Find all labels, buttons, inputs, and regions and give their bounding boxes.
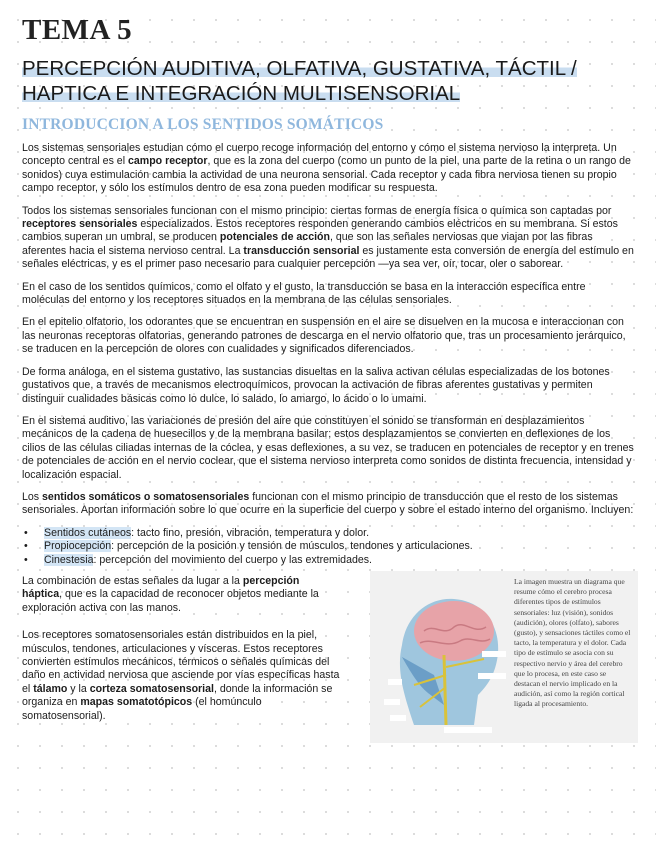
- list-term: Sentidos cutáneos: [44, 526, 132, 539]
- chapter-number: TEMA 5: [22, 14, 133, 46]
- list-term: Propiocepción: [44, 540, 112, 553]
- paragraph-olfaction: En el epitelio olfatorio, los odorantes que se encuentran en suspensión en el aire se disuelven en la mucosa e interaccionan con las neuronas receptoras olfatorias, generando patrones de descarga en el nervio olfatorio que, tras un procesamiento jerárquico, se traducen en la percepción de olores con cualidades y significados diferenciados.: [22, 316, 626, 356]
- paragraph-audition: En el sistema auditivo, las variaciones de presión del aire que constituyen el sonido se transforman en desplazamientos mecánicos de la cadena de huesecillos y de la membrana basilar; estos desplazamientos se convierten en deflexiones de los cilios de las células ciliadas internas de la cóclea, y esas deflexiones, a su vez, se traducen en potenciales de receptor y en trenes de potenciales de acción en el nervio coclear, que el sistema nervioso interpreta como sonidos de distinta frecuencia, intensidad y localización espacial.: [22, 414, 634, 481]
- head-brain-illustration: [374, 575, 510, 739]
- term-campo-receptor: campo receptor: [128, 155, 208, 168]
- list-item: • Cinestesia: percepción del movimiento del cuerpo y las extremidades.: [44, 554, 636, 567]
- lower-section: [22, 575, 636, 755]
- term-potenciales: potenciales de acción: [219, 231, 330, 244]
- list-item: • Sentidos cutáneos: tacto fino, presión, vibración, temperatura y dolor.: [44, 527, 636, 540]
- paragraph-haptic: La combinación de estas señales da lugar a la percepción háptica, que es la capacidad de reconocer objetos mediante la exploración activa con las manos.: [22, 574, 319, 614]
- term-receptores: receptores sensoriales: [22, 218, 138, 231]
- chapter-title-line-1: PERCEPCIÓN AUDITIVA, OLFATIVA, GUSTATIVA, TÁCTIL /: [22, 57, 577, 80]
- paragraph-taste: De forma análoga, en el sistema gustativo, las sustancias disueltas en la saliva activan células especializadas de los botones gustativos que, a través de mecanismos electroquímicos, provocan la activación de fibras aferentes gustativas y permiten distinguir cualidades básicas como lo dulce, lo salado, lo amargo, lo ácido o lo umami.: [22, 365, 610, 405]
- paragraph-somatosensory-receptors: Los receptores somatosensoriales están distribuidos en la piel, músculos, tendones, articulaciones y vísceras. Estos receptores convierten estímulos mecánicos, térmicos o señales químicas del daño en actividad nerviosa que asciende por vías específicas hasta el tálamo y la corteza somatosensorial, donde la información se organiza en mapas somatotópicos (el homúnculo somatosensorial).: [22, 629, 340, 722]
- chapter-title: [22, 56, 636, 106]
- term-corteza: corteza somatosensorial: [89, 682, 214, 695]
- figure-caption: La imagen muestra un diagrama que resume cómo el cerebro procesa diferentes tipos de estímulos sensoriales: luz (visión), sonidos (audición), olores (olfato), sabores (gusto), y sensaciones táctiles como el tacto, la temperatura y el dolor. Cada tipo de estímulo se asocia con su respectivo nervio y área del cerebro que lo procesa, en este caso se destacan el nervio implicado en la audición, así como la región cortical ligada al procesamiento.: [514, 576, 631, 709]
- paragraph-chemical-senses: En el caso de los sentidos químicos, como el olfato y el gusto, la transducción se basa en la interacción específica entre moléculas del entorno y los receptores situados en la membrana de las células sensoriales.: [22, 280, 586, 307]
- document-page: [22, 14, 636, 755]
- chapter-title-line-2: HAPTICA E INTEGRACIÓN MULTISENSORIAL: [22, 82, 461, 105]
- term-haptica: percepción háptica: [22, 574, 300, 601]
- list-item: • Propiocepción: percepción de la posición y tensión de músculos, tendones y articulaciones.: [44, 540, 636, 553]
- section-heading: INTRODUCCION A LOS SENTIDOS SOMÁTICOS: [22, 116, 384, 133]
- paragraph-receptive-field: Los sistemas sensoriales estudian cómo el cuerpo recoge información del entorno y cómo el sistema nervioso la interpreta. Un concepto central es el campo receptor, que es la zona del cuerpo (como un punto de la piel, una parte de la retina o un rango de sonidos) cuya estimulación cambia la actividad de una neurona sensorial. Cada receptor y cada fibra nerviosa tienen su propio campo receptor, y sólo los estímulos dentro de esa zona pueden modificar su respuesta.: [22, 142, 631, 195]
- term-mapas: mapas somatotópicos: [80, 696, 193, 709]
- somatic-senses-list: [22, 527, 636, 567]
- sensory-diagram-figure: [370, 571, 638, 743]
- left-column: [22, 575, 340, 732]
- term-transduccion: transducción sensorial: [243, 244, 360, 257]
- list-term: Cinestesia: [44, 553, 94, 566]
- term-somaticos: sentidos somáticos o somatosensoriales: [42, 490, 250, 503]
- paragraph-somatic-senses: Los sentidos somáticos o somatosensoriales funcionan con el mismo principio de transducción que el resto de los sistemas sensoriales. Aportan información sobre lo que ocurre en la superficie del cuerpo y sobre el estado interno del organismo. Incluyen:: [22, 490, 634, 517]
- term-talamo: tálamo: [33, 682, 68, 695]
- paragraph-transduction: Todos los sistemas sensoriales funcionan con el mismo principio: ciertas formas de energía física o química son captadas por receptores sensoriales especializados. Estos receptores responden generando cambios eléctricos en su membrana. Si estos cambios superan un umbral, se producen potenciales de acción, que son las señales nerviosas que viajan por las fibras aferentes hacia el sistema nervioso central. La transducción sensorial es justamente esta conversión de energía del estímulo en señales eléctricas, y es el primer paso necesario para cualquier percepción —ya sea ver, oír, tocar, oler o saborear.: [22, 204, 634, 271]
